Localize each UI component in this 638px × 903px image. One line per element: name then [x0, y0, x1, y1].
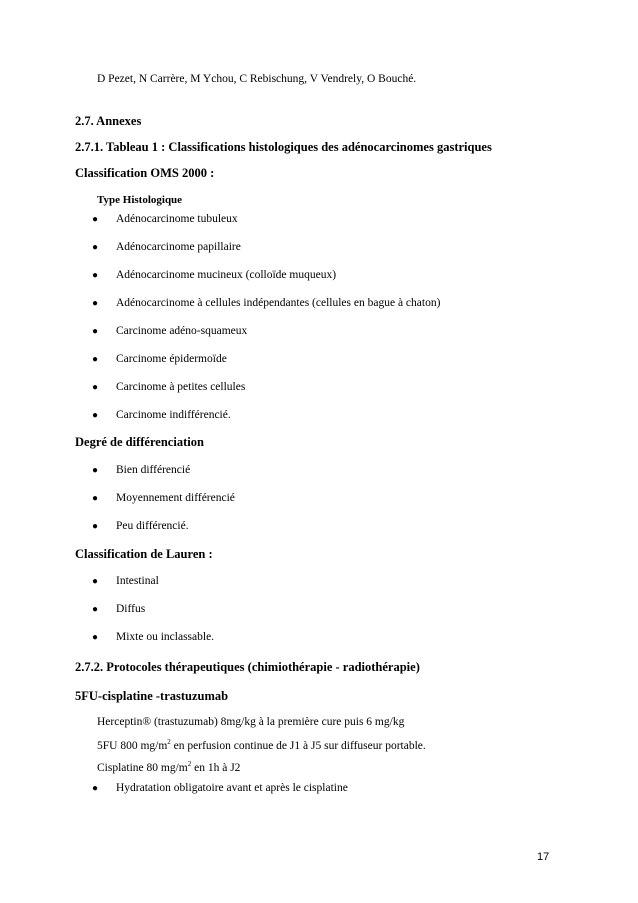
list-item: Adénocarcinome mucineux (colloïde muqueux): [116, 269, 337, 281]
list-item: Diffus: [116, 603, 146, 615]
regimen-line-herceptin: Herceptin® (trastuzumab) 8mg/kg à la première cure puis 6 mg/kg: [97, 716, 405, 728]
oms-subheading: Type Histologique: [97, 194, 183, 206]
bullet-icon: ●: [92, 354, 99, 365]
bullet-icon: ●: [92, 632, 99, 643]
list-item: Adénocarcinome tubuleux: [116, 213, 238, 225]
superscript: 2: [167, 738, 171, 747]
regimen-5fu-rest: en perfusion continue de J1 à J5 sur diffuseur portable.: [170, 740, 426, 752]
list-item: Moyennement différencié: [116, 492, 235, 504]
list-item: Carcinome épidermoïde: [116, 353, 227, 365]
bullet-icon: ●: [92, 465, 99, 476]
list-item: Mixte ou inclassable.: [116, 631, 215, 643]
bullet-icon: ●: [92, 270, 99, 281]
list-item: Bien différencié: [116, 464, 191, 476]
regimen-title: 5FU-cisplatine -trastuzumab: [75, 689, 229, 703]
superscript: 2: [187, 760, 192, 769]
bullet-icon: ●: [92, 521, 99, 532]
bullet-icon: ●: [92, 783, 99, 794]
bullet-icon: ●: [92, 410, 99, 421]
bullet-icon: ●: [92, 493, 99, 504]
section-heading: 2.7. Annexes: [75, 114, 142, 128]
list-item: Carcinome à petites cellules: [116, 381, 246, 393]
regimen-cisplatine-rest: en 1h à J2: [191, 762, 241, 774]
bullet-icon: ●: [92, 576, 99, 587]
bullet-icon: ●: [92, 298, 99, 309]
authors-line: D Pezet, N Carrère, M Ychou, C Rebischung, V Vendrely, O Bouché.: [97, 73, 417, 85]
page-number: 17: [537, 851, 550, 863]
list-item: Intestinal: [116, 575, 159, 587]
table-title: 2.7.1. Tableau 1 : Classifications histologiques des adénocarcinomes gastriques: [75, 140, 492, 154]
list-item: Adénocarcinome papillaire: [116, 241, 241, 253]
degre-title: Degré de différenciation: [75, 435, 204, 449]
oms-title: Classification OMS 2000 :: [75, 166, 215, 180]
lauren-title: Classification de Lauren :: [75, 547, 213, 561]
list-item: Adénocarcinome à cellules indépendantes (cellules en bague à chaton): [116, 297, 441, 309]
protocols-heading: 2.7.2. Protocoles thérapeutiques (chimiothérapie - radiothérapie): [75, 660, 420, 674]
bullet-icon: ●: [92, 382, 99, 393]
bullet-icon: ●: [92, 604, 99, 615]
list-item: Carcinome adéno-squameux: [116, 325, 248, 337]
bullet-icon: ●: [92, 326, 99, 337]
bullet-icon: ●: [92, 214, 99, 225]
list-item: Peu différencié.: [116, 520, 189, 532]
list-item: Carcinome indifférencié.: [116, 409, 231, 421]
regimen-cisplatine-text: Cisplatine 80 mg/m: [97, 762, 188, 774]
regimen-line-5fu: [97, 740, 426, 752]
regimen-line-cisplatine: [97, 762, 240, 774]
regimen-hydration-item: Hydratation obligatoire avant et après le cisplatine: [116, 782, 348, 794]
bullet-icon: ●: [92, 242, 99, 253]
regimen-5fu-text: 5FU 800 mg/m: [97, 740, 168, 752]
